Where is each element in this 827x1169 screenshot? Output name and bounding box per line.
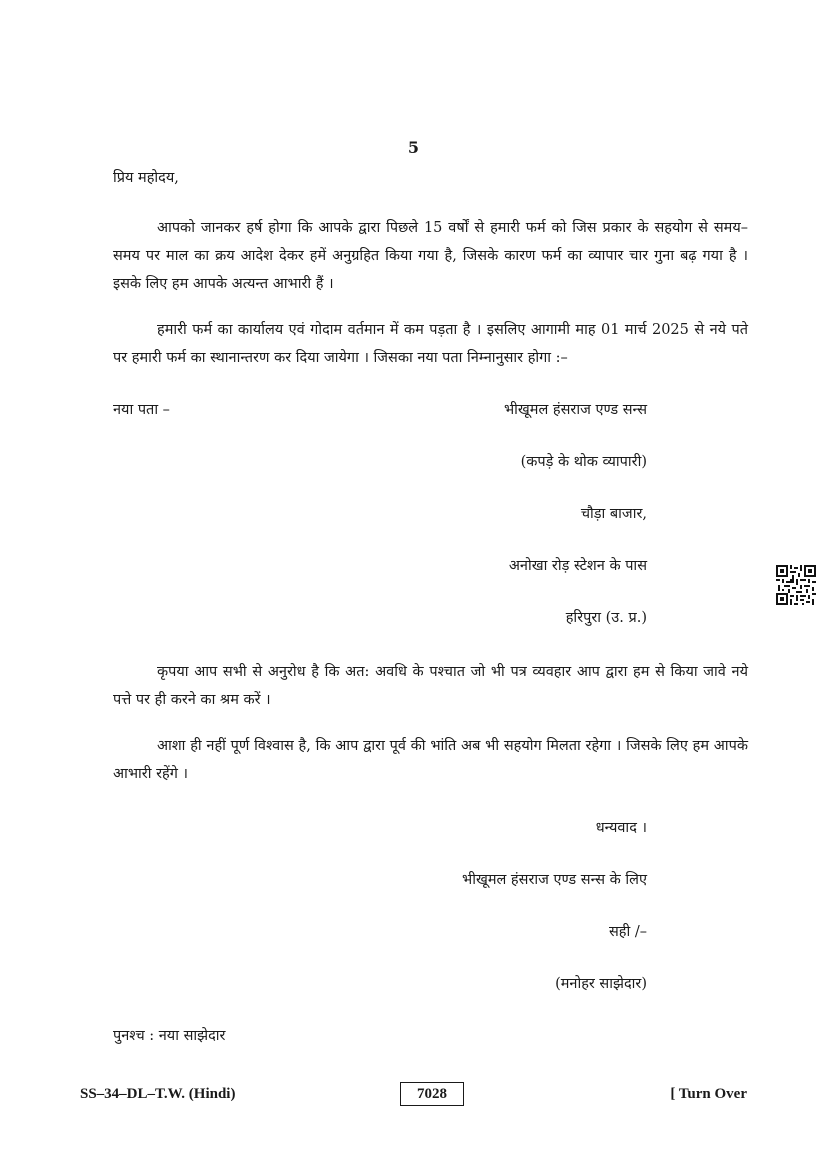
turn-over-label: [ Turn Over [670,1086,747,1102]
address-line: भीखूमल हंसराज एण्ड सन्स [503,402,647,418]
signature-line: भीखूमल हंसराज एण्ड सन्स के लिए [462,872,647,888]
page-number: 5 [407,138,420,157]
address-line: अनोखा रोड़ स्टेशन के पास [508,558,647,574]
footer-code: SS–34–DL–T.W. (Hindi) [80,1086,236,1102]
address-line: चौड़ा बाजार, [580,506,647,522]
salutation: प्रिय महोदय, [113,170,179,186]
paragraph-2: हमारी फर्म का कार्यालय एवं गोदाम वर्तमान में कम पड़ता है । इसलिए आगामी माह 01 मार्च 2025 से नये पते पर हमारी फर्म का स्थानान्तरण कर दिया जायेगा । जिसका नया पता निम्नानुसार होगा :– [113,322,748,366]
address-line: (कपड़े के थोक व्यापारी) [520,454,647,470]
paragraph-3: कृपया आप सभी से अनुरोध है कि अत: अवधि के पश्चात जो भी पत्र व्यवहार आप द्वारा हम से किया जावे नये पत्ते पर ही करने का श्रम करें । [113,664,748,708]
address-label: नया पता – [113,402,170,418]
signature-line: (मनोहर साझेदार) [555,976,647,992]
postscript: पुनश्च : नया साझेदार [113,1028,226,1044]
footer-box-number: 7028 [400,1082,464,1106]
qr-code-icon [776,565,816,605]
paragraph-4: आशा ही नहीं पूर्ण विश्वास है, कि आप द्वारा पूर्व की भांति अब भी सहयोग मिलता रहेगा । जिसके लिए हम आपके आभारी रहेंगे । [113,738,748,782]
signature-line: सही /– [608,924,647,940]
paragraph-1: आपको जानकर हर्ष होगा कि आपके द्वारा पिछले 15 वर्षों से हमारी फर्म को जिस प्रकार के सहयोग से समय–समय पर माल का क्रय आदेश देकर हमें अनुग्रहित किया गया है, जिसके कारण फर्म का व्यापार चार गुना बढ़ गया है । इसके लिए हम आपके अत्यन्त आभारी हैं । [113,220,748,292]
address-line: हरिपुरा (उ. प्र.) [565,610,647,626]
signature-line: धन्यवाद । [595,820,647,836]
